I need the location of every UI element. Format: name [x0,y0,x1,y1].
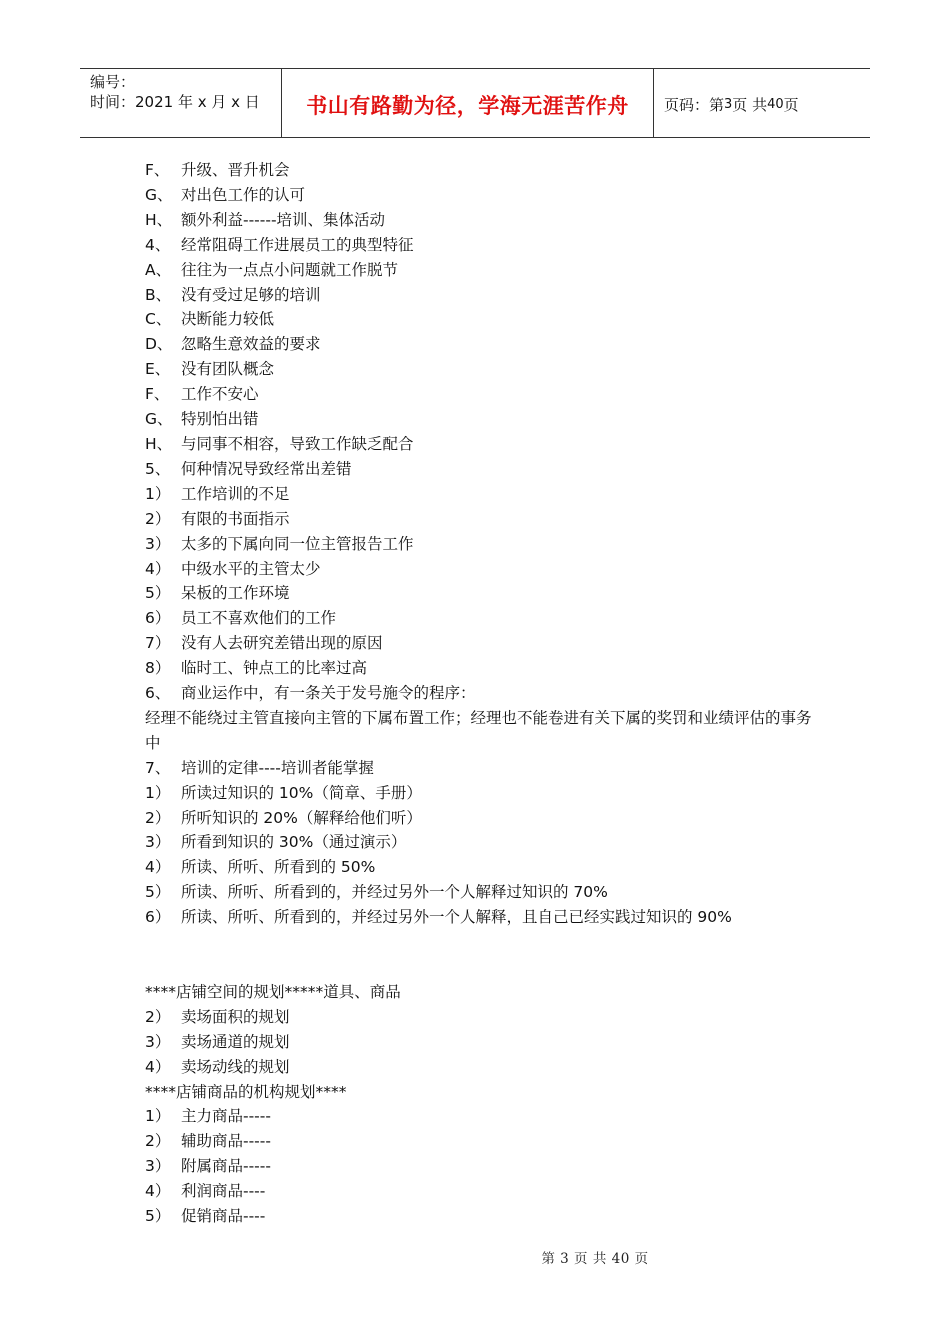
list-item-marker: 5） [145,883,171,902]
page-total: 40 [767,97,784,112]
list-item-text: 经常阻碍工作进展员工的典型特征 [181,235,414,254]
list-section-a [145,158,825,706]
list-item-marker: 1） [145,783,171,802]
heading-store-space: ****店铺空间的规划*****道具、商品 [145,982,401,1001]
list-item [145,581,825,606]
list-item-marker: G、 [145,410,173,429]
list-item-marker: 1） [145,1107,171,1126]
list-item-text: 主力商品----- [181,1107,271,1126]
list-item-text: 员工不喜欢他们的工作 [181,609,337,628]
page-mid-label: 页 共 [732,96,768,114]
list-item-marker: 7、 [145,758,171,777]
list-item-text: 所看到知识的 30%（通过演示） [181,833,407,852]
list-item [145,332,825,357]
list-item-text: 临时工、钟点工的比率过高 [181,659,368,678]
list-item-marker: H、 [145,210,173,229]
list-item [145,1129,825,1154]
list-item-text: 忽略生意效益的要求 [181,335,321,354]
list-item [145,557,825,582]
page-label: 页码：第 [664,96,725,114]
list-item [145,507,825,532]
list-item-text: 往往为一点点小问题就工作脱节 [181,260,399,279]
list-item-text: 商业运作中，有一条关于发号施令的程序： [181,684,476,703]
list-section-b [145,756,825,930]
list-item [145,432,825,457]
list-item-text: 工作培训的不足 [181,484,290,503]
list-item-text: 中级水平的主管太少 [181,559,321,578]
list-item [145,1204,825,1229]
list-item-marker: C、 [145,310,172,329]
list-item [145,407,825,432]
spacer [145,930,825,980]
list-item-text: 附属商品----- [181,1157,271,1176]
list-item-text: 卖场通道的规划 [181,1032,290,1051]
list-item-text: 所读、所听、所看到的，并经过另外一个人解释过知识的 70% [181,883,608,902]
list-item-text: 对出色工作的认可 [181,185,306,204]
list-item [145,756,825,781]
list-item [145,233,825,258]
list-item-marker: 3） [145,833,171,852]
header-page-cell [654,69,870,137]
list-item-marker: H、 [145,434,173,453]
list-item-text: 所读、所听、所看到的 50% [181,858,376,877]
page-header [80,68,870,138]
list-item [145,158,825,183]
list-item-text: 何种情况导致经常出差错 [181,459,352,478]
list-item-text: 卖场面积的规划 [181,1007,290,1026]
list-item [145,183,825,208]
list-item-marker: 2） [145,1132,171,1151]
list-item [145,781,825,806]
page-end-label: 页 [783,96,799,114]
document-body [145,158,825,1229]
list-item-marker: E、 [145,360,171,379]
list-item [145,307,825,332]
list-item-text: 与同事不相容，导致工作缺乏配合 [181,434,414,453]
list-item-marker: 1） [145,484,171,503]
list-item-text: 辅助商品----- [181,1132,271,1151]
list-item [145,806,825,831]
list-item-text: 升级、晋升机会 [181,161,290,179]
list-item [145,283,825,308]
list-item-marker: 7） [145,634,171,653]
list-item-text: 太多的下属向同一位主管报告工作 [181,534,414,553]
list-item-text: 没有团队概念 [181,360,275,379]
list-item-marker: D、 [145,335,173,354]
page-footer: 第 3 页 共 40 页 [541,1251,649,1267]
list-item-text: 卖场动线的规划 [181,1057,290,1076]
page-number: 3 [724,97,733,112]
list-item-marker: 6、 [145,684,171,703]
list-item-text: 所读过知识的 10%（简章、手册） [181,783,422,802]
list-item [145,631,825,656]
list-item [145,1154,825,1179]
list-item-marker: 5） [145,1207,171,1226]
list-item-text: 所听知识的 20%（解释给他们听） [181,808,422,827]
list-item [145,880,825,905]
heading-goods-structure: ****店铺商品的机构规划**** [145,1082,347,1101]
list-item-marker: 6） [145,609,171,628]
list-item-marker: F、 [145,161,170,179]
header-motto-cell [282,69,654,137]
list-item [145,905,825,930]
list-item-text: 额外利益------培训、集体活动 [181,210,386,229]
list-item [145,208,825,233]
number-label: 编号： [90,73,136,91]
list-item [145,532,825,557]
header-meta-cell [80,69,282,137]
list-item-text: 没有人去研究差错出现的原因 [181,634,383,653]
list-item-text: 工作不安心 [181,385,259,404]
list-item-marker: 5） [145,584,171,603]
list-section-d [145,1104,825,1229]
list-item [145,457,825,482]
list-item-text: 促销商品---- [181,1207,266,1226]
list-item [145,1055,825,1080]
list-item [145,357,825,382]
list-item-marker: 4） [145,1182,171,1201]
list-item-marker: 2） [145,1007,171,1026]
list-item-marker: 2） [145,808,171,827]
list-item-marker: B、 [145,285,172,304]
list-item [145,1030,825,1055]
list-item-text: 没有受过足够的培训 [181,285,321,304]
list-item [145,258,825,283]
list-section-c [145,1005,825,1080]
list-item-text: 培训的定律----培训者能掌握 [181,758,374,777]
list-item [145,606,825,631]
list-item [145,830,825,855]
list-item-text: 所读、所听、所看到的，并经过另外一个人解释，且自己已经实践过知识的 90% [181,908,732,927]
list-item-marker: 4） [145,559,171,578]
list-item-text: 决断能力较低 [181,310,275,329]
list-item-marker: 4） [145,1057,171,1076]
list-item-marker: 2） [145,509,171,528]
paragraph-text: 经理不能绕过主管直接向主管的下属布置工作；经理也不能卷进有关下属的奖罚和业绩评估的事务中 [145,708,812,752]
list-item-marker: 5、 [145,459,171,478]
list-item [145,1179,825,1204]
list-item [145,656,825,681]
list-item [145,855,825,880]
list-item-text: 呆板的工作环境 [181,584,290,603]
list-item-marker: 3） [145,1157,171,1176]
list-item-marker: 6） [145,908,171,927]
list-item [145,681,825,706]
list-item-marker: 8） [145,659,171,678]
time-label: 时间：2021 年 x 月 x 日 [90,93,260,111]
list-item-marker: 3） [145,534,171,553]
motto-text: 书山有路勤为径，学海无涯苦作舟 [306,94,629,118]
list-item-text: 利润商品---- [181,1182,266,1201]
list-item-marker: 4） [145,858,171,877]
list-item-marker: 3） [145,1032,171,1051]
list-item-marker: F、 [145,385,170,404]
list-item-text: 有限的书面指示 [181,509,290,528]
list-item [145,1005,825,1030]
list-item-marker: 4、 [145,235,171,254]
list-item [145,482,825,507]
list-item-text: 特别怕出错 [181,410,259,429]
list-item [145,382,825,407]
list-item-marker: G、 [145,185,173,204]
list-item [145,1104,825,1129]
list-item-marker: A、 [145,260,172,279]
